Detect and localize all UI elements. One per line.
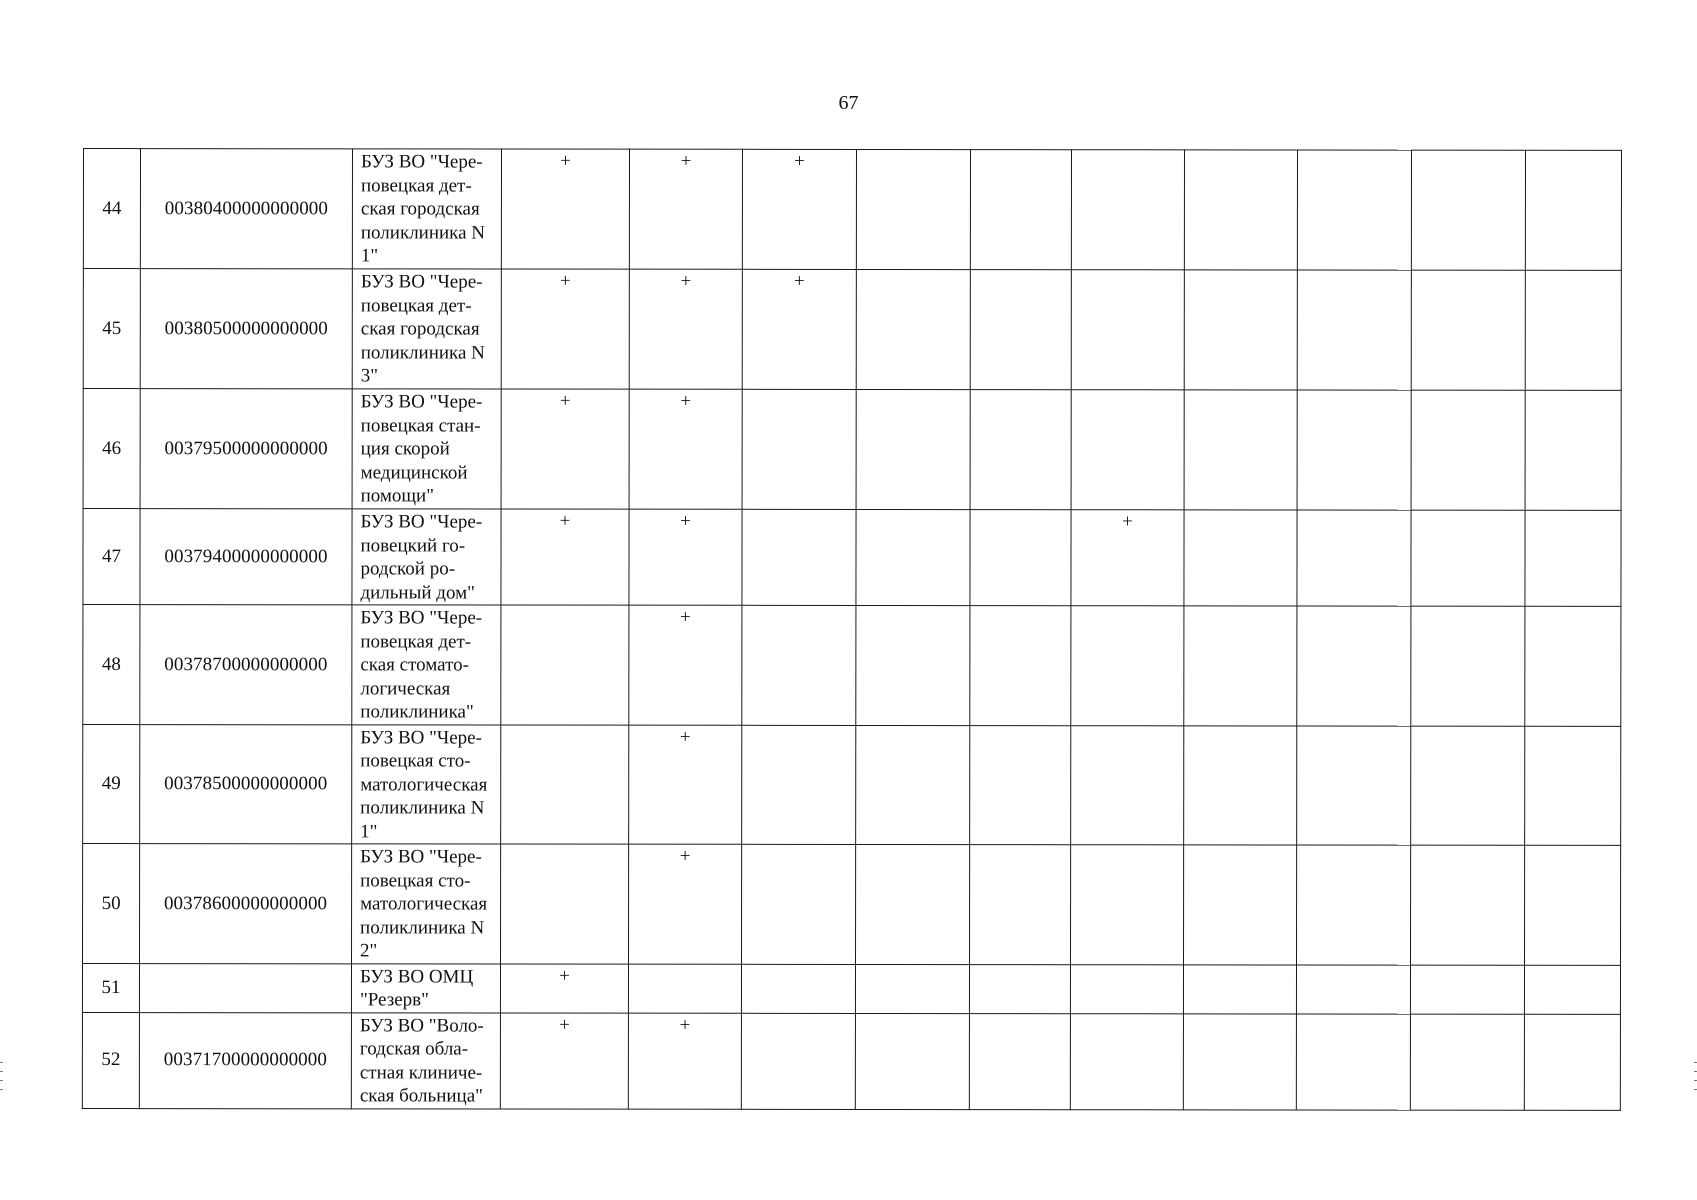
mark-cell: +	[742, 269, 856, 389]
organization-name-line: повецкая дет-	[360, 630, 472, 652]
organization-name-line: родской ро-	[360, 558, 456, 580]
mark-cell	[1184, 270, 1297, 390]
mark-cell	[1071, 150, 1184, 270]
row-number: 48	[83, 605, 140, 725]
mark-cell	[742, 844, 856, 964]
organization-name-line: годская обла-	[359, 1038, 469, 1060]
organization-name-line: 2"	[360, 940, 378, 962]
mark-cell: +	[501, 269, 629, 389]
mark-cell	[1297, 845, 1411, 965]
mark-cell: +	[629, 389, 742, 509]
mark-cell	[1525, 390, 1621, 510]
organization-name-line: поликлиника N	[360, 341, 485, 363]
organization-name-line: БУЗ ВО "Чере-	[360, 391, 483, 413]
mark-cell	[742, 389, 856, 509]
organization-name-line: матологическая	[360, 773, 488, 795]
mark-cell	[501, 725, 629, 845]
mark-cell	[1411, 726, 1525, 846]
mark-cell	[1070, 1013, 1183, 1109]
organization-name-line: стная клиниче-	[359, 1061, 483, 1083]
organization-name-line: 1"	[360, 820, 378, 842]
mark-cell: +	[629, 509, 742, 605]
row-number: 44	[83, 149, 140, 269]
organization-name	[352, 605, 501, 725]
mark-cell: +	[500, 1013, 628, 1109]
mark-cell	[1184, 390, 1297, 510]
organization-name	[352, 724, 501, 844]
organization-name-line: БУЗ ВО "Чере-	[360, 271, 483, 293]
organization-name-line: ская городская	[360, 198, 480, 220]
organization-name-line: БУЗ ВО ОМЦ	[359, 965, 474, 987]
mark-cell	[1411, 606, 1525, 726]
mark-cell	[970, 390, 1071, 510]
row-number: 50	[83, 844, 140, 964]
table-row	[82, 963, 1620, 1014]
table-body	[82, 149, 1621, 1110]
mark-cell	[1525, 270, 1621, 390]
mark-cell	[970, 270, 1071, 390]
mark-cell	[856, 509, 970, 605]
table-row	[82, 1012, 1620, 1110]
mark-cell	[1411, 845, 1525, 965]
organization-name	[352, 509, 501, 605]
mark-cell	[742, 605, 856, 725]
organization-name	[352, 389, 501, 509]
mark-cell: +	[742, 149, 856, 269]
organization-name-line: поликлиника N	[360, 221, 486, 243]
mark-cell	[970, 606, 1071, 726]
mark-cell	[1071, 845, 1184, 965]
organization-name-line: повецкая стан-	[360, 414, 481, 436]
organization-name-line: повецкая сто-	[360, 750, 471, 772]
mark-cell	[1184, 725, 1297, 845]
mark-cell	[1411, 390, 1525, 510]
mark-cell	[1297, 390, 1411, 510]
organization-name-line: ская стомато-	[360, 654, 470, 676]
organization-code: 00371700000000000	[139, 1012, 351, 1108]
mark-cell	[1411, 270, 1525, 390]
organization-name-line: 1"	[360, 245, 379, 267]
organization-name-line: поликлиника N	[360, 797, 485, 819]
mark-cell	[1184, 150, 1297, 270]
mark-cell	[1071, 725, 1184, 845]
mark-cell	[742, 509, 856, 605]
table-row	[83, 509, 1621, 607]
organization-name-line: повецкая сто-	[360, 869, 471, 891]
mark-cell: +	[629, 605, 742, 725]
mark-cell	[501, 605, 629, 725]
mark-cell	[969, 1013, 1070, 1109]
organization-code: 00378500000000000	[140, 724, 352, 844]
mark-cell	[1524, 1014, 1620, 1110]
organization-code: 00379400000000000	[140, 509, 352, 605]
mark-cell	[1297, 270, 1411, 390]
organization-name	[352, 269, 501, 389]
mark-cell	[856, 149, 970, 269]
organization-code: 00380500000000000	[140, 269, 352, 389]
organization-name-line: БУЗ ВО "Чере-	[360, 846, 482, 868]
organization-name-line: дильный дом"	[360, 581, 475, 603]
mark-cell	[1410, 965, 1524, 1014]
mark-cell: +	[500, 964, 628, 1013]
organization-name-line: медицинской	[360, 461, 468, 483]
table-row	[83, 724, 1621, 845]
mark-cell	[1297, 510, 1411, 606]
organization-name-line: поликлиника N	[360, 916, 485, 938]
mark-cell	[970, 845, 1071, 965]
mark-cell	[970, 725, 1071, 845]
mark-cell	[741, 964, 855, 1013]
organization-name-line: БУЗ ВО "Воло-	[359, 1014, 484, 1036]
mark-cell	[1183, 964, 1296, 1013]
table-row	[83, 389, 1621, 511]
organization-name-line: ская больница"	[359, 1085, 483, 1107]
organization-name-line: ция скорой	[360, 438, 450, 460]
table-row	[83, 269, 1621, 391]
mark-cell: +	[629, 269, 742, 389]
table-row	[83, 149, 1621, 271]
row-number: 45	[83, 269, 140, 389]
mark-cell	[969, 964, 1070, 1013]
page-number: 67	[838, 92, 859, 114]
mark-cell	[1071, 270, 1184, 390]
binding-marks-left	[0, 1062, 3, 1098]
row-number: 51	[82, 963, 139, 1012]
organization-name	[351, 963, 500, 1012]
mark-cell	[1071, 390, 1184, 510]
mark-cell	[1525, 510, 1621, 606]
organization-name-line: БУЗ ВО "Чере-	[360, 607, 483, 629]
organization-code: 00378700000000000	[140, 605, 352, 725]
mark-cell: +	[628, 1013, 741, 1109]
mark-cell	[855, 964, 969, 1013]
mark-cell	[1184, 845, 1297, 965]
mark-cell	[970, 510, 1071, 606]
organization-name-line: БУЗ ВО "Чере-	[360, 151, 483, 173]
organization-name-line: "Резерв"	[359, 989, 429, 1011]
mark-cell	[1184, 510, 1297, 606]
mark-cell	[856, 269, 970, 389]
row-number: 52	[82, 1012, 139, 1108]
mark-cell	[970, 150, 1071, 270]
row-number: 46	[83, 389, 140, 509]
mark-cell	[1524, 965, 1620, 1014]
mark-cell	[1296, 964, 1410, 1013]
mark-cell	[1297, 725, 1411, 845]
organization-name-line: БУЗ ВО "Чере-	[360, 511, 483, 533]
organization-name-line: БУЗ ВО "Чере-	[360, 726, 482, 748]
mark-cell	[742, 725, 856, 845]
mark-cell	[1184, 606, 1297, 726]
mark-cell	[1411, 150, 1525, 270]
mark-cell	[856, 605, 970, 725]
mark-cell	[501, 844, 629, 964]
mark-cell	[628, 964, 741, 1013]
mark-cell	[856, 844, 970, 964]
mark-cell	[1525, 845, 1621, 965]
mark-cell	[855, 1013, 969, 1109]
mark-cell	[1410, 1014, 1524, 1110]
mark-cell: +	[501, 389, 629, 509]
organization-code	[139, 963, 351, 1012]
mark-cell: +	[501, 509, 629, 605]
row-number: 49	[83, 724, 140, 844]
mark-cell	[856, 725, 970, 845]
mark-cell	[741, 1013, 855, 1109]
mark-cell: +	[1071, 510, 1184, 606]
mark-cell	[1525, 726, 1621, 846]
mark-cell	[1525, 150, 1621, 270]
table-row	[83, 605, 1621, 726]
organization-name-line: помощи"	[360, 485, 434, 507]
organization-name-line: ская городская	[360, 318, 480, 340]
organization-name	[352, 844, 501, 964]
mark-cell: +	[629, 149, 742, 269]
mark-cell	[1070, 964, 1183, 1013]
organization-code: 00378600000000000	[140, 844, 352, 964]
mark-cell	[1296, 1013, 1410, 1109]
registry-table	[82, 148, 1622, 1110]
mark-cell	[1071, 606, 1184, 726]
organization-name-line: 3"	[360, 365, 379, 387]
mark-cell	[1297, 150, 1411, 270]
mark-cell	[856, 389, 970, 509]
organization-name	[351, 1012, 500, 1108]
organization-code: 00380400000000000	[140, 149, 352, 269]
organization-name-line: поликлиника"	[360, 701, 474, 723]
mark-cell: +	[501, 149, 629, 269]
mark-cell	[1297, 606, 1411, 726]
mark-cell	[1525, 606, 1621, 726]
organization-name-line: повецкая дет-	[360, 174, 472, 196]
organization-name-line: логическая	[360, 677, 451, 699]
organization-name-line: повецкая дет-	[360, 294, 472, 316]
row-number: 47	[83, 509, 140, 605]
mark-cell: +	[629, 725, 742, 845]
table-row	[83, 844, 1621, 965]
organization-name	[352, 149, 501, 269]
organization-code: 00379500000000000	[140, 389, 352, 509]
mark-cell	[1411, 510, 1525, 606]
mark-cell	[1183, 1013, 1296, 1109]
mark-cell: +	[629, 844, 742, 964]
organization-name-line: матологическая	[360, 893, 488, 915]
organization-name-line: повецкий го-	[360, 534, 466, 556]
